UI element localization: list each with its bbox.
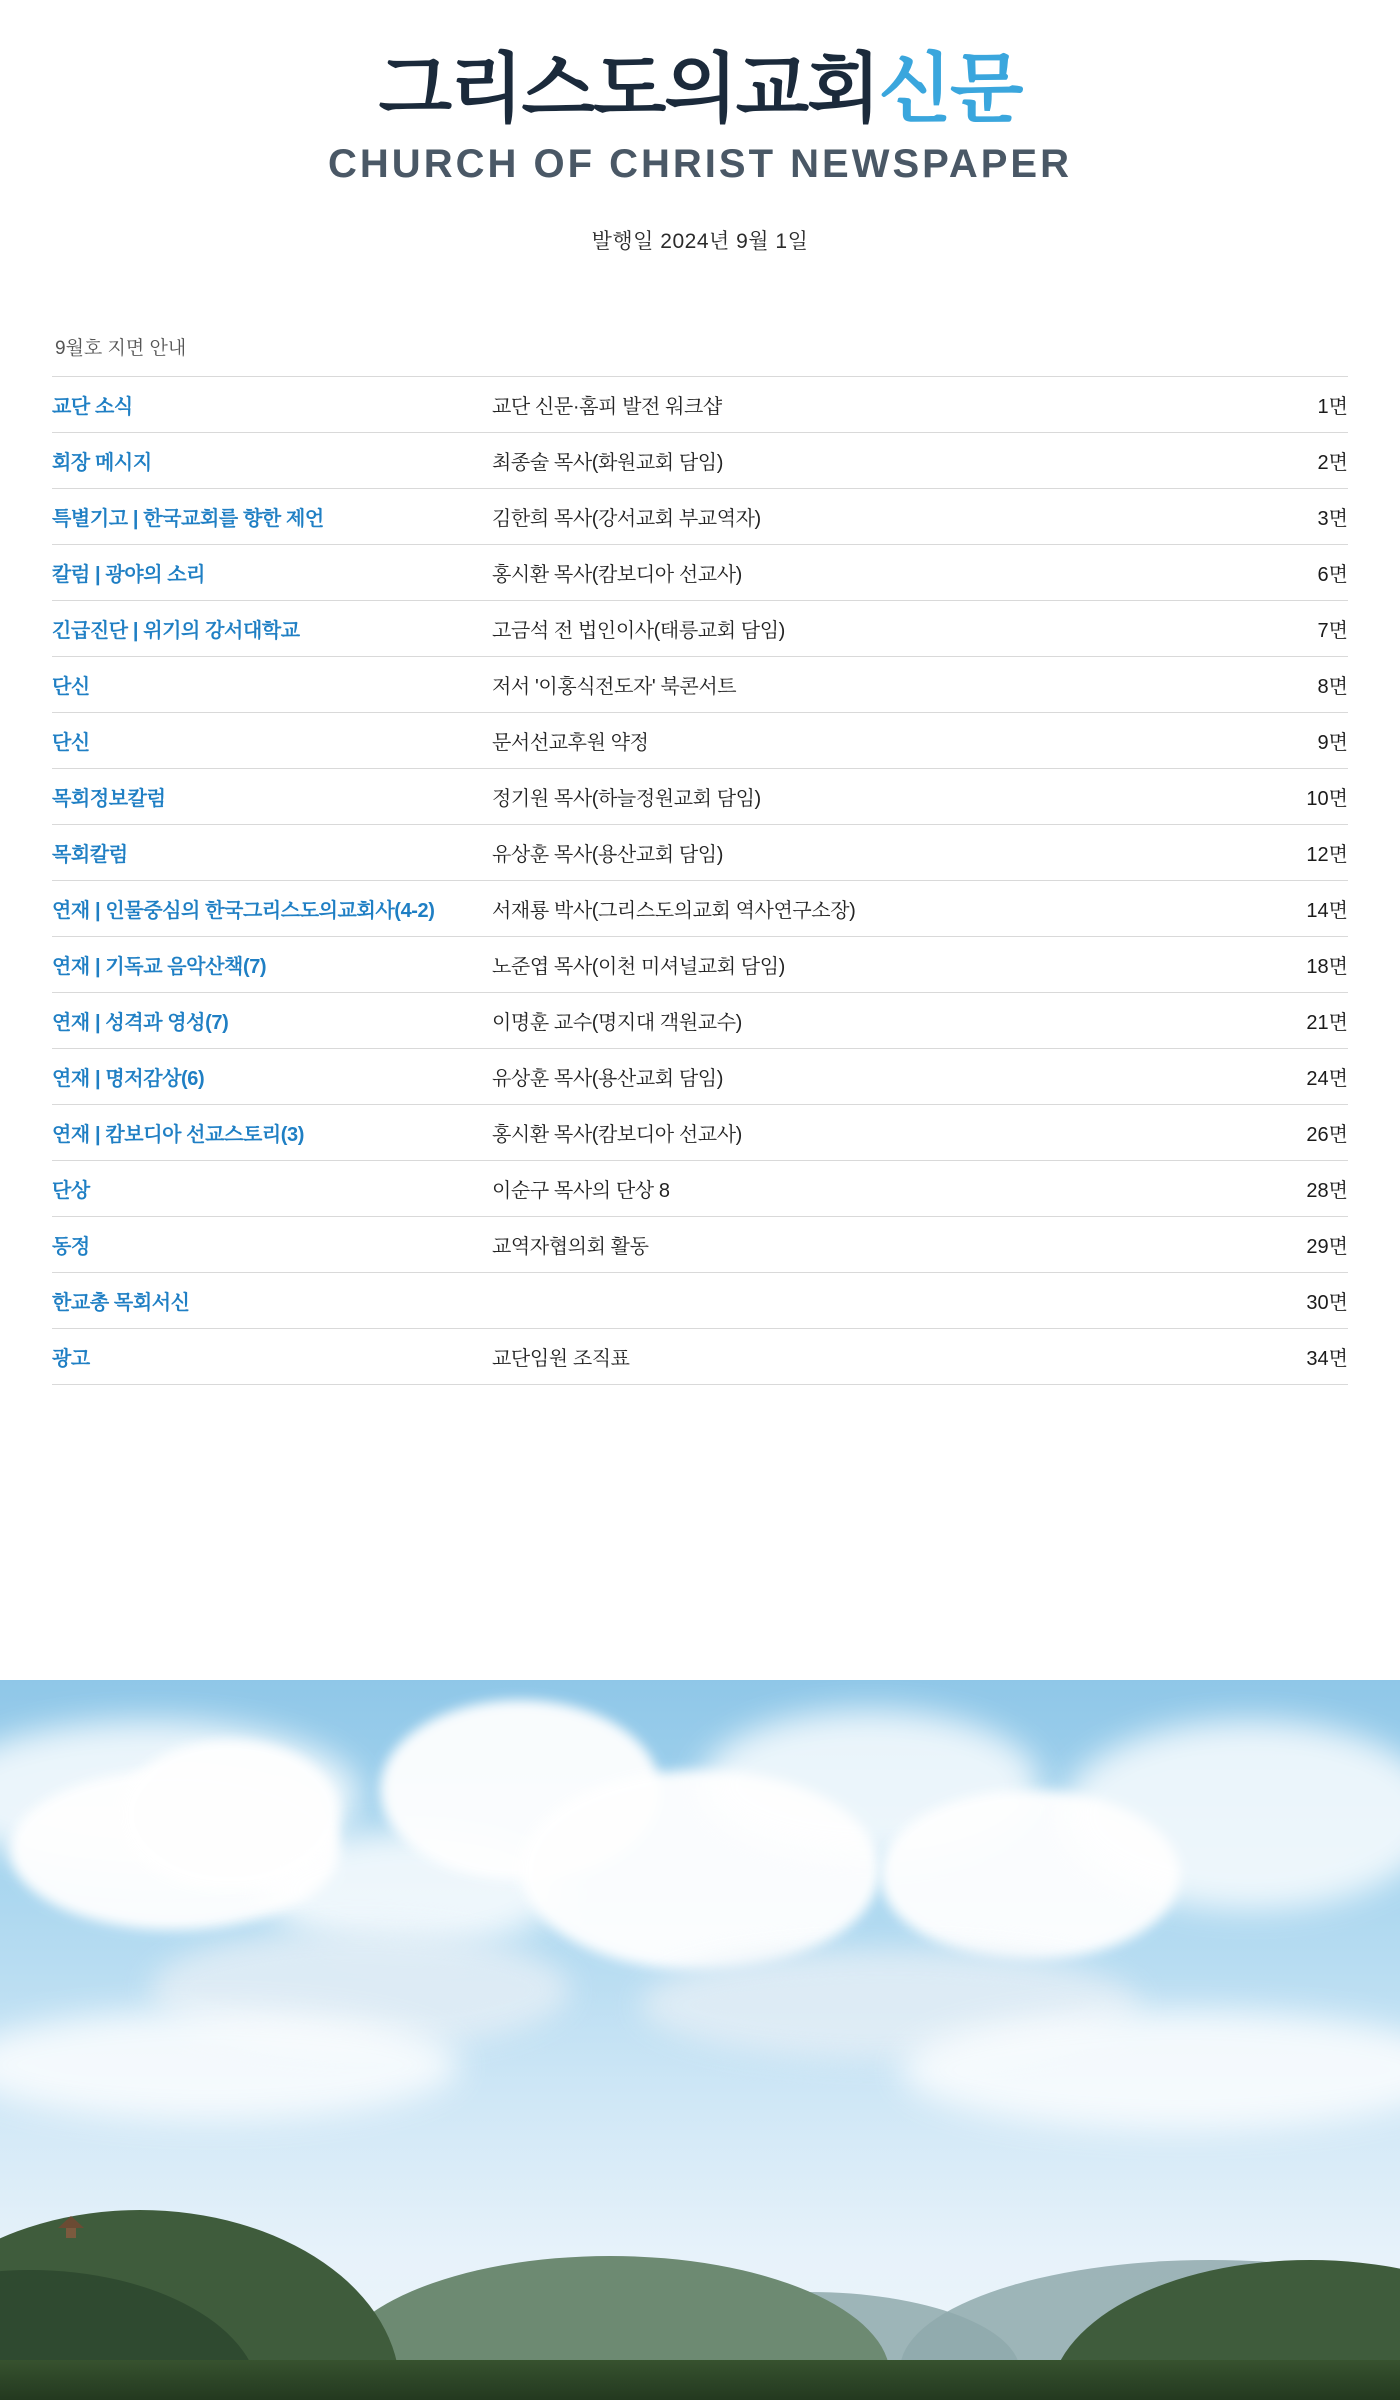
toc-title-label: 유상훈 목사(용산교회 담임)	[492, 844, 723, 866]
toc-section-label: 회장 메시지	[52, 452, 152, 474]
toc-page-number: 21면	[1306, 1012, 1348, 1034]
toc-section-label: 연재 | 성격과 영성(7)	[52, 1012, 229, 1034]
toc-title-label: 최종술 목사(화원교회 담임)	[492, 452, 723, 474]
toc-section-label: 연재 | 기독교 음악산책(7)	[52, 956, 267, 978]
toc-section-label: 목회칼럼	[52, 844, 128, 866]
toc-section-label: 칼럼 | 광야의 소리	[52, 564, 206, 586]
toc-title-label: 노준엽 목사(이천 미셔널교회 담임)	[492, 956, 785, 978]
toc-section-label: 특별기고 | 한국교회를 향한 제언	[52, 508, 324, 530]
toc-title-label: 서재룡 박사(그리스도의교회 역사연구소장)	[492, 900, 856, 922]
toc-section-label: 단상	[52, 1180, 90, 1202]
table-row[interactable]	[52, 433, 1348, 489]
contents-table	[52, 376, 1348, 1385]
toc-title-label: 저서 '이홍식전도자' 북콘서트	[492, 676, 737, 698]
pavilion-icon	[58, 2216, 84, 2238]
table-row[interactable]	[52, 1273, 1348, 1329]
table-row[interactable]	[52, 601, 1348, 657]
toc-page-number: 1면	[1317, 396, 1348, 418]
toc-title-label: 고금석 전 법인이사(태릉교회 담임)	[492, 620, 785, 642]
contents-table-body	[52, 377, 1348, 1385]
toc-title-label: 교단임원 조직표	[492, 1348, 630, 1370]
contents-caption: 9월호 지면 안내	[55, 338, 187, 359]
toc-section-label: 연재 | 명저감상(6)	[52, 1068, 205, 1090]
toc-section-label: 연재 | 인물중심의 한국그리스도의교회사(4-2)	[52, 900, 435, 922]
toc-section-label: 단신	[52, 676, 90, 698]
table-row[interactable]	[52, 713, 1348, 769]
toc-section-label: 목회정보칼럼	[52, 788, 166, 810]
table-row[interactable]	[52, 881, 1348, 937]
toc-page-number: 26면	[1306, 1124, 1348, 1146]
toc-title-label: 이명훈 교수(명지대 객원교수)	[492, 1012, 742, 1034]
table-row[interactable]	[52, 769, 1348, 825]
toc-page-number: 6면	[1317, 564, 1348, 586]
toc-page-number: 24면	[1306, 1068, 1348, 1090]
hill-shape	[330, 2256, 890, 2376]
toc-section-label: 긴급진단 | 위기의 강서대학교	[52, 620, 300, 642]
logo-title-dark: 그리스도의교회	[378, 47, 879, 132]
toc-section-label: 교단 소식	[52, 396, 133, 418]
table-row[interactable]	[52, 545, 1348, 601]
toc-page-number: 12면	[1306, 844, 1348, 866]
newspaper-logo	[0, 47, 1400, 132]
table-row[interactable]	[52, 825, 1348, 881]
cloud-shape	[900, 2010, 1400, 2130]
toc-page-number: 10면	[1306, 788, 1348, 810]
toc-title-label: 홍시환 목사(캄보디아 선교사)	[492, 564, 742, 586]
toc-title-label: 이순구 목사의 단상 8	[492, 1180, 670, 1202]
foreground-ground	[0, 2360, 1400, 2400]
table-row[interactable]	[52, 377, 1348, 433]
table-row[interactable]	[52, 1329, 1348, 1385]
table-row[interactable]	[52, 937, 1348, 993]
toc-page-number: 3면	[1317, 508, 1348, 530]
logo-title-accent: 신문	[878, 47, 1022, 132]
toc-page-number: 14면	[1306, 900, 1348, 922]
cloud-shape	[0, 2010, 460, 2120]
toc-section-label: 단신	[52, 732, 90, 754]
toc-page-number: 34면	[1306, 1348, 1348, 1370]
table-row[interactable]	[52, 993, 1348, 1049]
logo-subtitle-english: CHURCH OF CHRIST NEWSPAPER	[328, 142, 1072, 186]
toc-title-label: 유상훈 목사(용산교회 담임)	[492, 1068, 723, 1090]
toc-title-label: 문서선교후원 약정	[492, 732, 649, 754]
table-row[interactable]	[52, 1105, 1348, 1161]
table-row[interactable]	[52, 657, 1348, 713]
toc-page-number: 7면	[1317, 620, 1348, 642]
table-row[interactable]	[52, 1161, 1348, 1217]
toc-page-number: 2면	[1317, 452, 1348, 474]
toc-page-number: 30면	[1306, 1292, 1348, 1314]
table-row[interactable]	[52, 1049, 1348, 1105]
issue-date: 발행일 2024년 9월 1일	[591, 230, 809, 253]
cover-photo	[0, 1680, 1400, 2400]
toc-title-label: 김한희 목사(강서교회 부교역자)	[492, 508, 761, 530]
toc-page-number: 28면	[1306, 1180, 1348, 1202]
toc-title-label	[492, 1273, 1238, 1329]
toc-title-label: 홍시환 목사(캄보디아 선교사)	[492, 1124, 742, 1146]
table-row[interactable]	[52, 1217, 1348, 1273]
toc-page-number: 9면	[1317, 732, 1348, 754]
pavilion-body	[66, 2228, 76, 2238]
toc-section-label: 연재 | 캄보디아 선교스토리(3)	[52, 1124, 305, 1146]
toc-title-label: 교역자협의회 활동	[492, 1236, 649, 1258]
toc-page-number: 8면	[1317, 676, 1348, 698]
toc-section-label: 광고	[52, 1348, 90, 1370]
toc-section-label: 한교총 목회서신	[52, 1292, 190, 1314]
pavilion-roof	[58, 2216, 84, 2228]
toc-page-number: 18면	[1306, 956, 1348, 978]
table-row[interactable]	[52, 489, 1348, 545]
toc-title-label: 정기원 목사(하늘정원교회 담임)	[492, 788, 761, 810]
toc-page-number: 29면	[1306, 1236, 1348, 1258]
toc-section-label: 동정	[52, 1236, 90, 1258]
masthead	[0, 0, 1400, 255]
toc-title-label: 교단 신문·홈피 발전 워크샵	[492, 396, 722, 418]
contents-section	[52, 333, 1348, 1385]
